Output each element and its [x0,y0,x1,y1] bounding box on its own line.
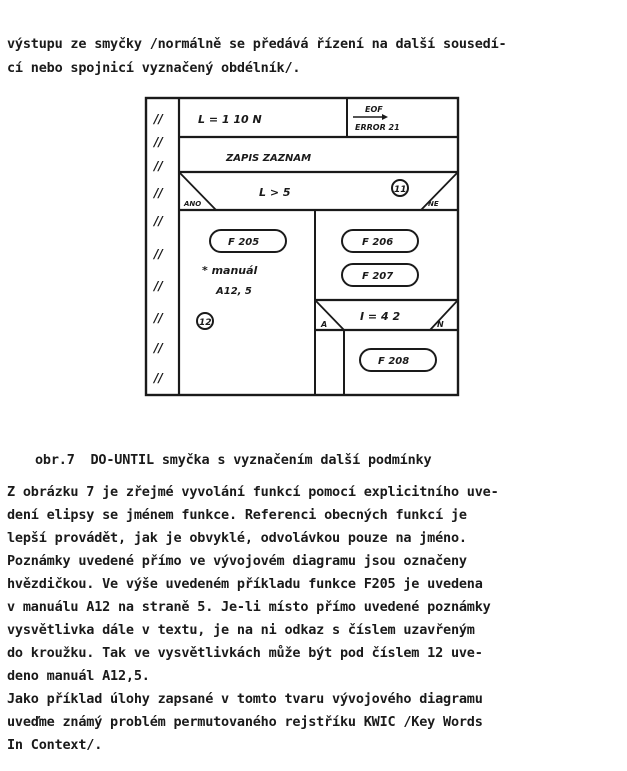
decision1-no: NE [428,200,439,208]
loop-mark: // [154,135,163,149]
loop-mark: // [154,371,163,385]
note-manual: * manuál [202,264,258,277]
call-f205-label: F 205 [228,237,260,248]
loop-mark: // [154,341,163,355]
loop-condition: L = 1 10 N [198,113,262,126]
loop-mark: // [154,247,163,261]
decision1-yes: ANO [184,200,202,208]
text-line: Jako příklad úlohy zapsané v tomto tvaru vývojového diagramu [7,691,483,707]
ref-number-11: 11 [394,185,407,195]
text-line: v manuálu A12 na straně 5. Je-li místo přímo uvedené poznámky [7,599,491,615]
text-line: hvězdičkou. Ve výše uvedeném příkladu funkce F205 je uvedena [7,576,483,592]
loop-mark: // [154,214,163,228]
decision2-yes: A [321,320,328,329]
call-f207-label: F 207 [362,271,394,282]
text-line: Z obrázku 7 je zřejmé vyvolání funkcí pomocí explicitního uve- [7,484,499,500]
text-line: lepší provádět, jak je obvyklé, odvolávkou pouze na jméno. [7,530,467,546]
text-line: vysvětlivka dále v textu, je na ni odkaz s číslem uzavřeným [7,622,475,638]
read-record-label: ZAPIS ZAZNAM [226,153,312,164]
decision2-no: N [437,320,444,329]
loop-mark: // [154,311,163,325]
text-line: Poznámky uvedené přímo ve vývojovém diagramu jsou označeny [7,553,467,569]
loop-mark: // [154,112,163,126]
decision1-right-diagonal [421,172,458,210]
text-line: deno manuál A12,5. [7,668,150,684]
text-line: výstupu ze smyčky /normálně se předává řízení na další sousedí- [7,36,507,52]
ref-number-12: 12 [199,318,212,328]
decision2-left-diagonal [315,300,344,330]
error-label: ERROR 21 [355,123,400,132]
loop-mark: // [154,186,163,200]
text-line: dení elipsy se jménem funkce. Referenci obecných funkcí je [7,507,467,523]
decision1-condition: L > 5 [259,186,291,199]
text-line: uveďme známý problém permutovaného rejstříku KWIC /Key Words [7,714,483,730]
eof-label: EOF [365,105,383,114]
text-line: cí nebo spojnicí vyznačený obdélník/. [7,60,301,76]
exit-arrowhead [382,114,388,120]
figure-caption: obr.7 DO-UNTIL smyčka s vyznačením další podmínky [35,452,432,468]
text-line: In Context/. [7,737,103,753]
text-line: do kroužku. Tak ve vysvětlivkách může být pod číslem 12 uve- [7,645,483,661]
decision2-right-diagonal [430,300,458,330]
loop-mark: // [154,279,163,293]
loop-mark: // [154,159,163,173]
call-f206-label: F 206 [362,237,394,248]
outer-frame [146,98,458,395]
note-reference: A12, 5 [216,286,252,297]
loop-marks [152,112,164,385]
call-f208-label: F 208 [378,356,410,367]
decision2-condition: I = 4 2 [360,310,401,323]
